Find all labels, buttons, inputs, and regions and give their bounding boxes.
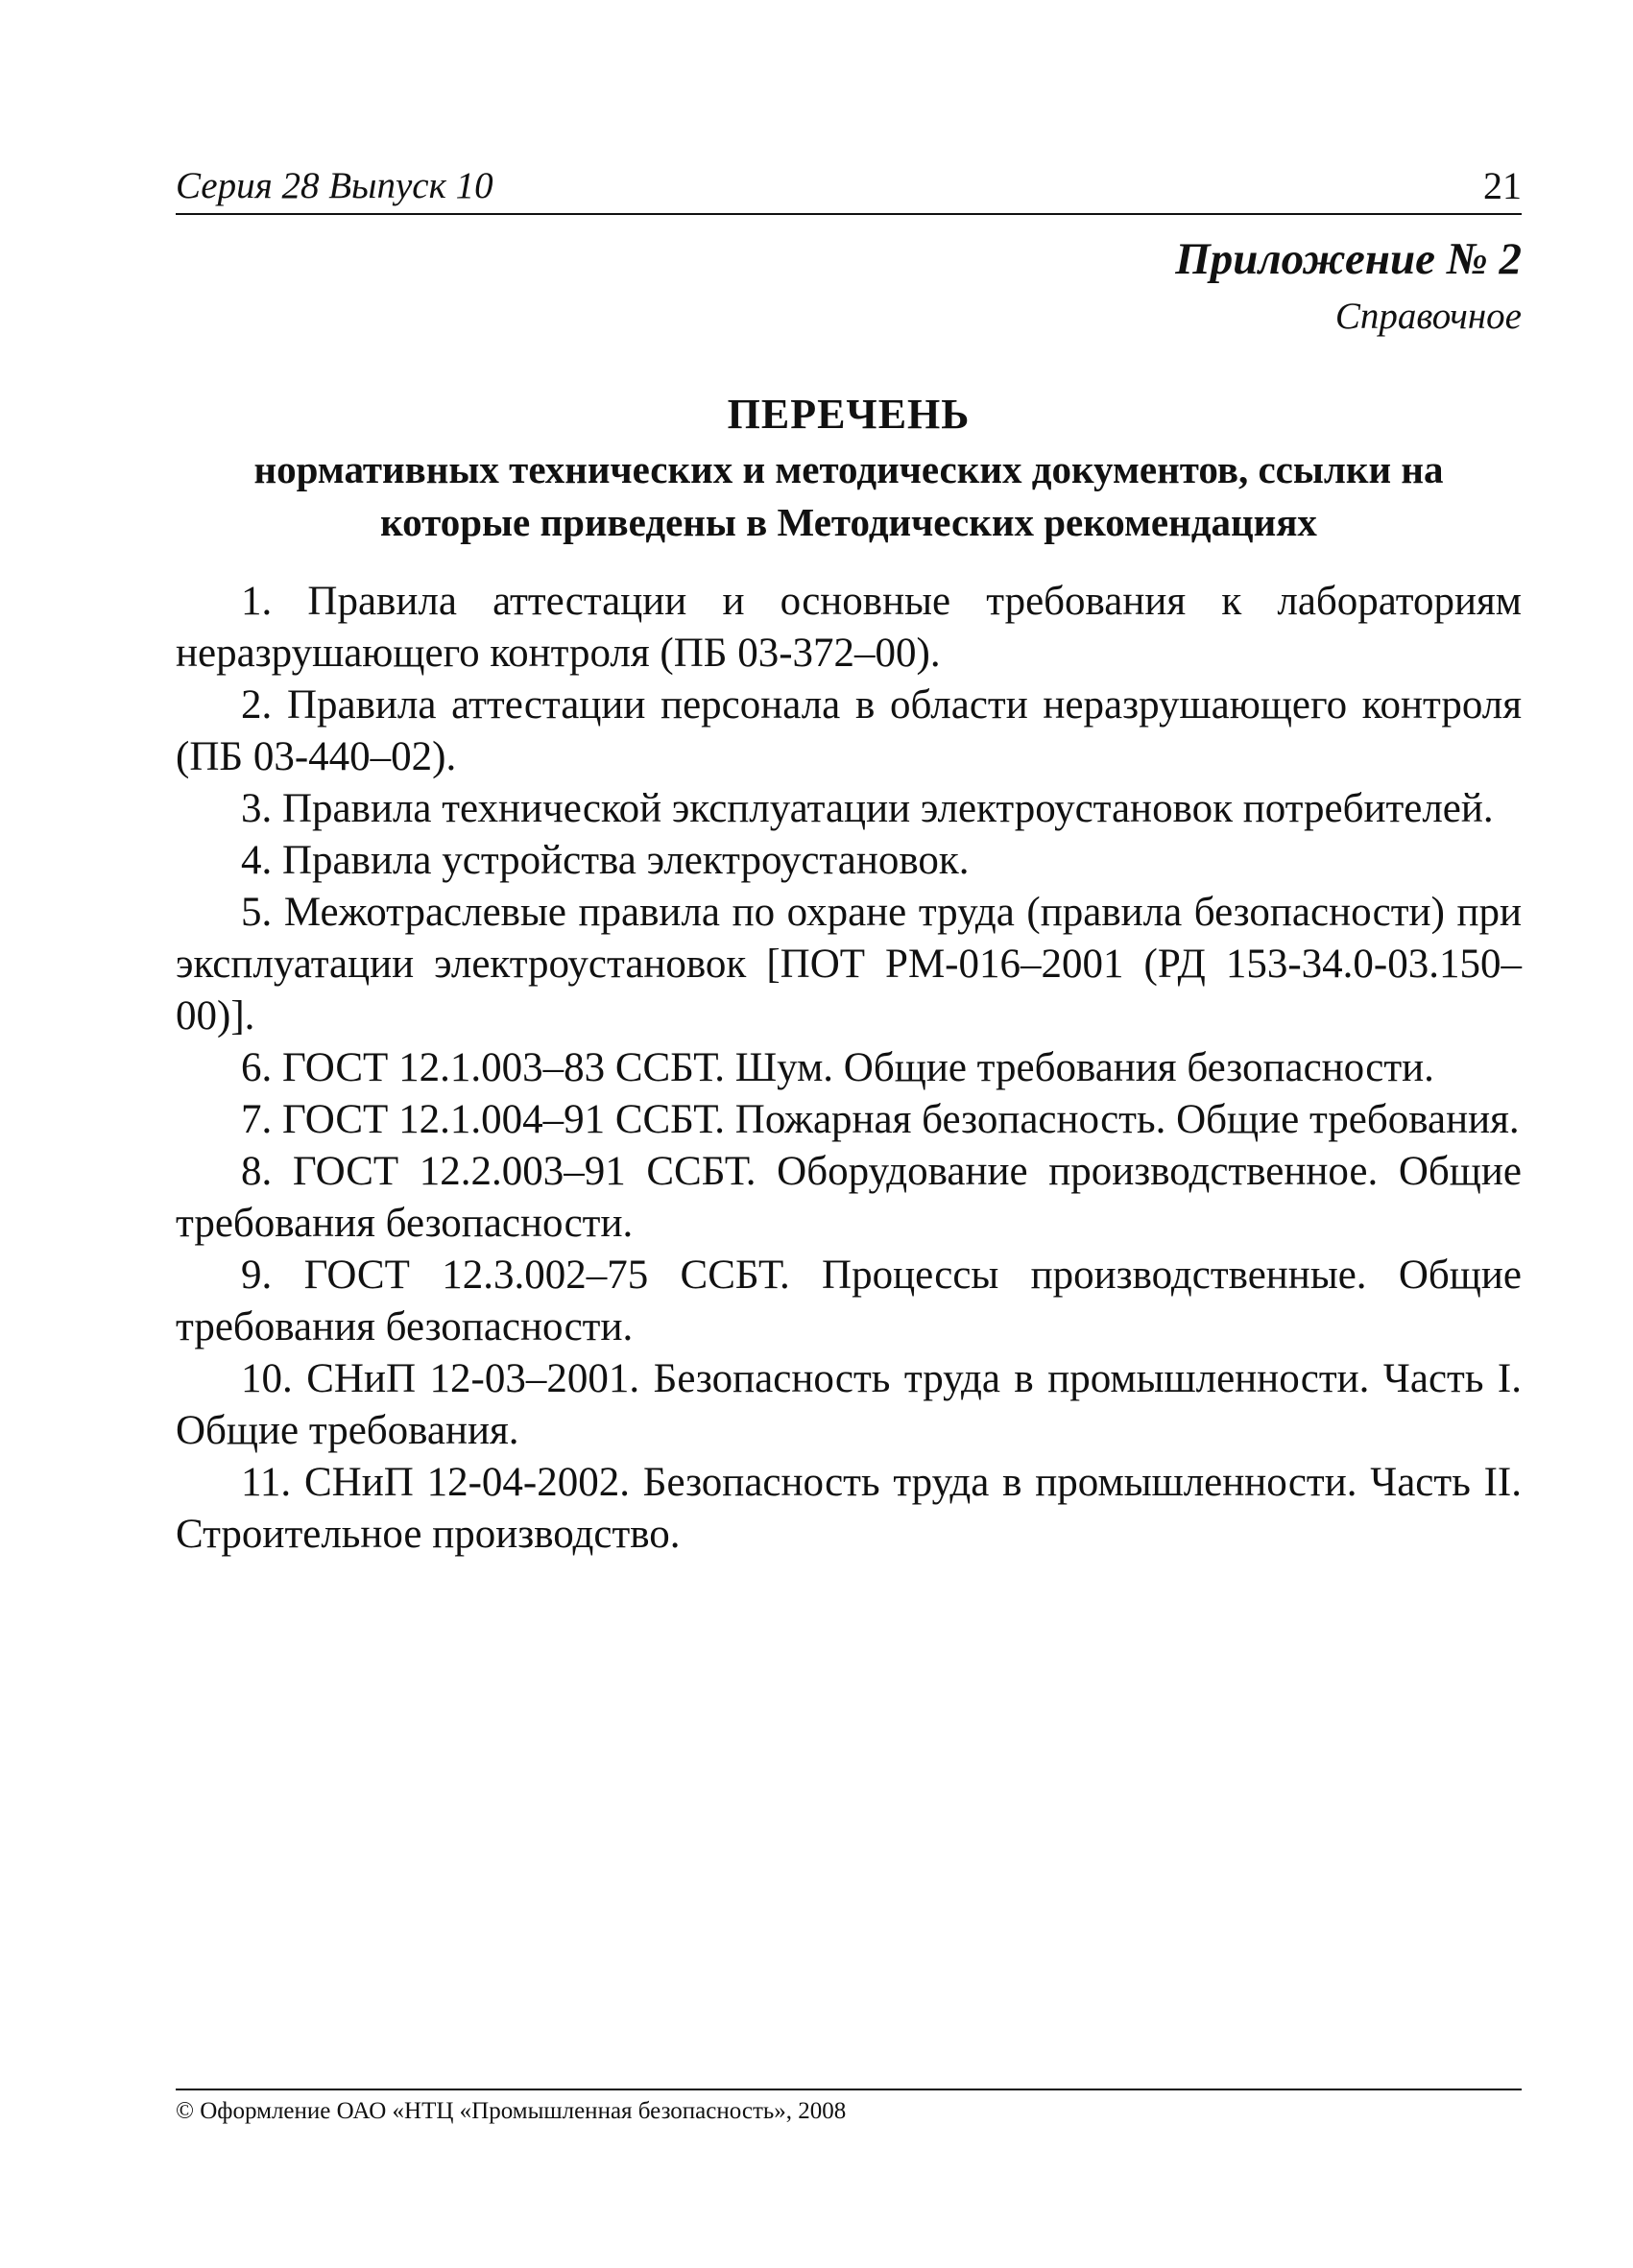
reference-item: 7. ГОСТ 12.1.004–91 ССБТ. Пожарная безопасность. Общие требования. [241,1097,1520,1142]
reference-item: 9. ГОСТ 12.3.002–75 ССБТ. Процессы производственные. Общие требования безопасности. [176,1253,1522,1349]
appendix-type: Справочное [1334,296,1522,337]
footer-copyright: © Оформление ОАО «НТЦ «Промышленная безопасность», 2008 [176,2098,847,2124]
appendix-label: Приложение № 2 [1175,234,1522,284]
reference-item: 3. Правила технической эксплуатации электроустановок потребителей. [241,786,1494,831]
reference-item: 6. ГОСТ 12.1.003–83 ССБТ. Шум. Общие требования безопасности. [241,1045,1434,1090]
reference-item: 11. СНиП 12-04-2002. Безопасность труда в промышленности. Часть II. Строительное производство. [176,1460,1522,1557]
reference-item: 2. Правила аттестации персонала в области неразрушающего контроля (ПБ 03-440–02). [176,682,1522,779]
title-block [176,388,1522,549]
reference-item: 10. СНиП 12-03–2001. Безопасность труда в промышленности. Часть I. Общие требования. [176,1356,1522,1453]
reference-item: 1. Правила аттестации и основные требования к лабораториям неразрушающего контроля (ПБ 03-372–00). [176,579,1522,676]
reference-item: 5. Межотраслевые правила по охране труда (правила безопасности) при эксплуатации электроустановок [ПОТ РМ-016–2001 (РД 153-34.0-03.150–00)]. [176,890,1522,1039]
footer-rule [176,2089,1522,2090]
reference-item: 4. Правила устройства электроустановок. [241,838,970,883]
reference-list [176,576,1522,1561]
reference-item: 8. ГОСТ 12.2.003–91 ССБТ. Оборудование производственное. Общие требования безопасности. [176,1149,1522,1246]
page-number: 21 [1483,164,1522,207]
running-header [176,163,1522,215]
document-subtitle: нормативных технических и методических документов, ссылки на которые приведены в Методических рекомендациях [253,447,1444,544]
series-label: Серия 28 Выпуск 10 [176,165,493,206]
document-title: ПЕРЕЧЕНЬ [727,391,971,438]
